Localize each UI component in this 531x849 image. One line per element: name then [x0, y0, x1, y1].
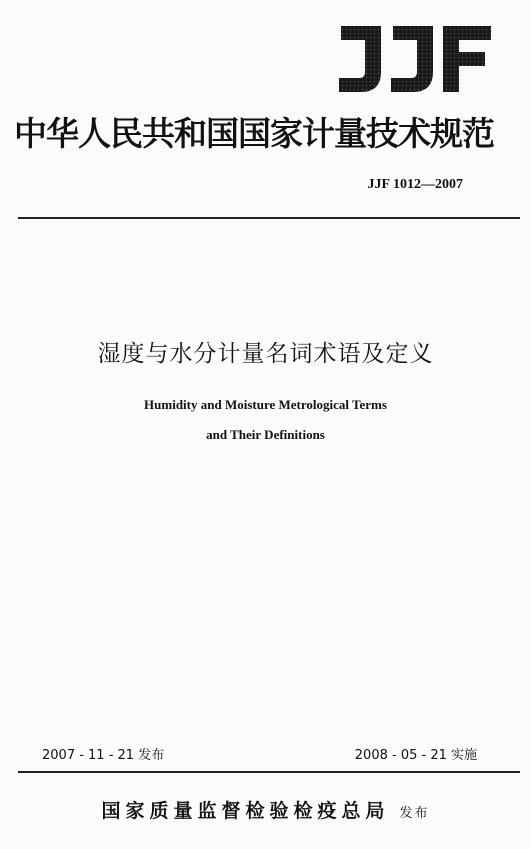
- bottom-divider: [18, 771, 520, 773]
- jjf-logo: [333, 24, 495, 94]
- document-title-english-line2: and Their Definitions: [206, 427, 325, 442]
- standard-series-title: 中华人民共和国国家计量技术规范: [14, 114, 494, 153]
- implementation-date: 2008 - 05 - 21 实施: [354, 748, 477, 763]
- document-title-english-line1: Humidity and Moisture Metrological Terms: [144, 397, 387, 412]
- issue-date: 2007 - 11 - 21 发布: [42, 748, 165, 763]
- publisher-name: 国家质量监督检验检疫总局: [101, 800, 390, 822]
- document-title-chinese: 湿度与水分计量名词术语及定义: [97, 341, 434, 367]
- publisher-row: [0, 798, 531, 827]
- document-code: JJF 1012—2007: [367, 177, 463, 192]
- top-divider: [18, 217, 520, 219]
- publish-label: 发布: [399, 806, 430, 821]
